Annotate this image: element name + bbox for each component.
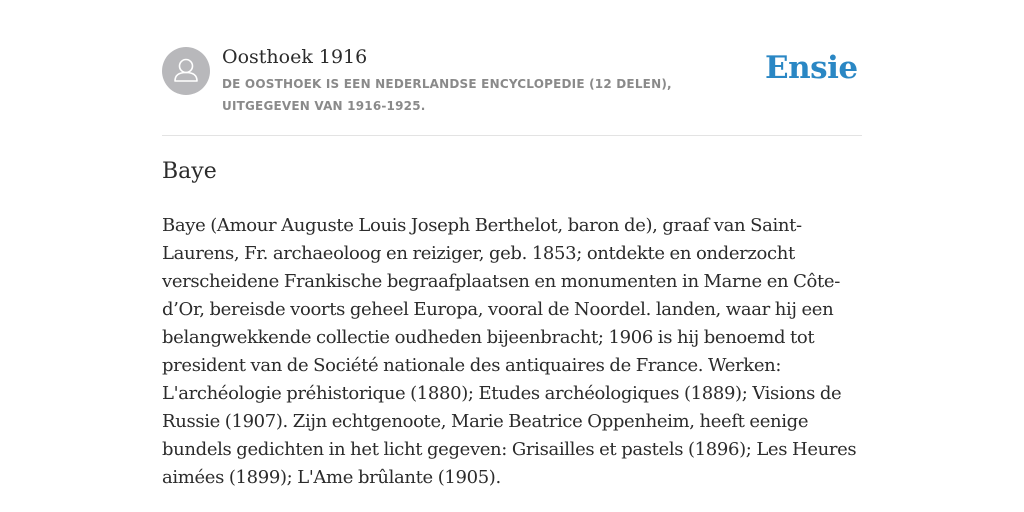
source-header xyxy=(162,44,862,124)
entry-title: Baye xyxy=(162,159,217,184)
divider xyxy=(162,135,862,136)
user-silhouette-icon[interactable] xyxy=(162,47,210,95)
brand-logo-link[interactable]: Ensie xyxy=(765,50,858,86)
source-description: DE OOSTHOEK IS EEN NEDERLANDSE ENCYCLOPEDIE (12 DELEN), UITGEGEVEN VAN 1916-1925. xyxy=(222,77,672,113)
entry-body: Baye (Amour Auguste Louis Joseph Berthelot, baron de), graaf van Saint-Laurens, Fr. archaeoloog en reiziger, geb. 1853; ontdekte en onderzocht verscheidene Frankische begraafplaatsen en monumenten in Marne en Côte-d’Or, bereisde voorts geheel Europa, vooral de Noordel. landen, waar hij een belangwekkende collectie oudheden bijeenbracht; 1906 is hij benoemd tot president van de Société nationale des antiquaires de France. Werken: L'archéologie préhistorique (1880); Etudes archéologiques (1889); Visions de Russie (1907). Zijn echtgenoote, Marie Beatrice Oppenheim, heeft eenige bundels gedichten in het licht gegeven: Grisailles et pastels (1896); Les Heures aimées (1899); L'Ame brûlante (1905). xyxy=(162,215,857,488)
source-title[interactable]: Oosthoek 1916 xyxy=(222,46,368,68)
